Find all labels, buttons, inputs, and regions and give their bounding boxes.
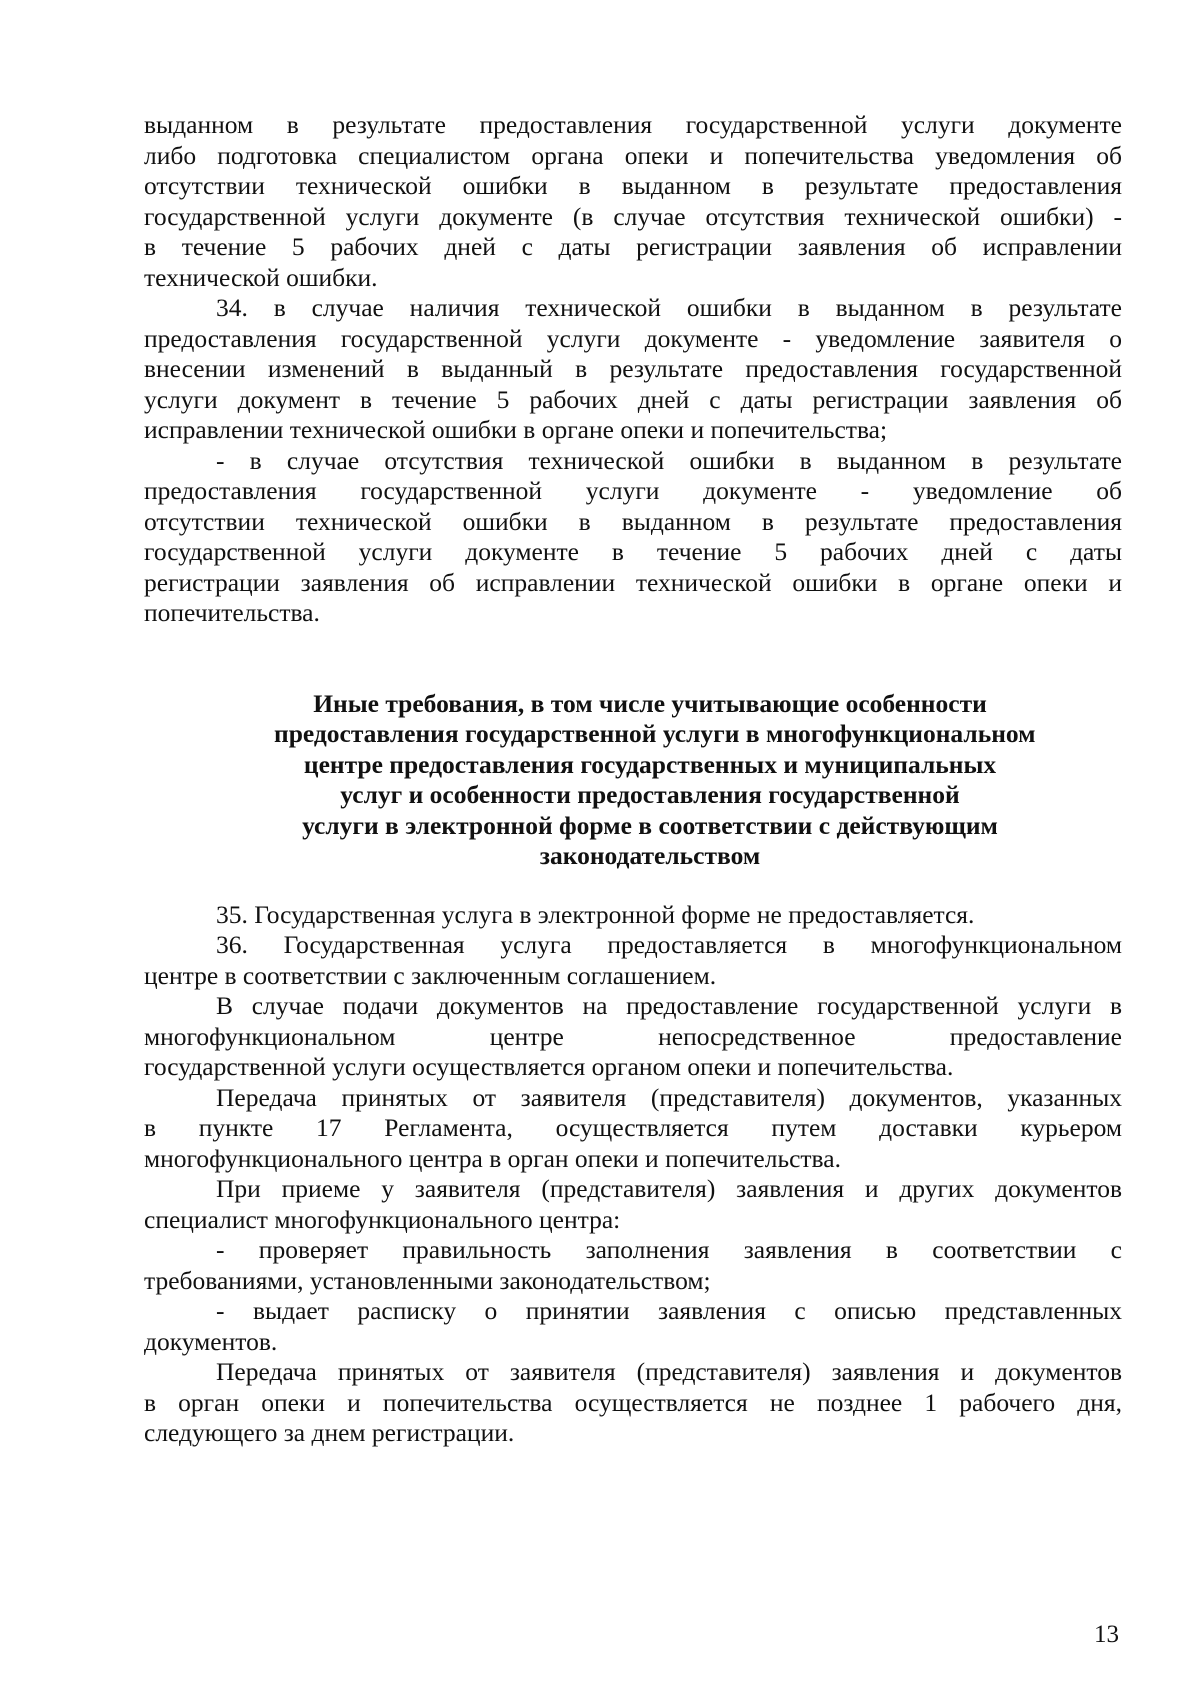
text-line: государственной услуги документе (в случае отсутствия технической ошибки) - [144,201,1122,231]
text-line: 35. Государственная услуга в электронной форме не предоставляется. [216,899,975,929]
text-line: следующего за днем регистрации. [144,1418,515,1447]
heading-line: услуги в электронной форме в соответствии с действующим [302,810,998,840]
text-line: документов. [144,1326,278,1356]
heading-line: предоставления государственной услуги в многофункциональном [274,719,1036,748]
text-line: государственной услуги документе в течение 5 рабочих дней с даты [144,537,1122,566]
text-line: технической ошибки. [144,262,378,292]
text-line: в орган опеки и попечительства осуществляется не позднее 1 рабочего дня, [144,1387,1122,1417]
text-line: Передача принятых от заявителя (представителя) заявления и документов [216,1357,1122,1386]
document-page [144,110,1122,1449]
text-line: - проверяет правильность заполнения заявления в соответствии с [216,1235,1122,1264]
text-line: отсутствии технической ошибки в выданном в результате предоставления [144,171,1122,200]
text-line: специалист многофункционального центра: [144,1204,621,1234]
text-line: многофункционального центра в орган опеки и попечительства. [144,1143,841,1173]
section-heading [144,689,1122,872]
page-number: 13 [1094,1621,1119,1648]
text-line: государственной услуги осуществляется органом опеки и попечительства. [144,1052,954,1081]
heading-line: центре предоставления государственных и муниципальных [303,749,997,779]
paragraph-transfer-deadline [144,1357,1122,1449]
heading-line: законодательством [539,841,761,870]
paragraph-35 [144,900,1122,931]
text-line: - выдает расписку о принятии заявления с описью представленных [216,1296,1122,1325]
text-line: отсутствии технической ошибки в выданном в результате предоставления [144,506,1122,536]
heading-line: услуг и особенности предоставления государственной [340,780,960,809]
paragraph-submission-case [144,991,1122,1083]
paragraph-reception [144,1174,1122,1235]
text-line: При приеме у заявителя (представителя) заявления и других документов [216,1174,1122,1203]
bullet-check-application [144,1235,1122,1296]
text-line: внесении изменений в выданный в результате предоставления государственной [144,354,1122,383]
paragraph-36 [144,930,1122,991]
text-line: выданном в результате предоставления государственной услуги документе [144,110,1122,139]
text-line: попечительства. [144,598,320,627]
text-line: предоставления государственной услуги документе - уведомление об [144,476,1122,505]
text-line: в течение 5 рабочих дней с даты регистрации заявления об исправлении [144,232,1122,261]
text-line: центре в соответствии с заключенным соглашением. [144,960,717,990]
paragraph-34 [144,293,1122,446]
text-line: 36. Государственная услуга предоставляется в многофункциональном [216,930,1122,959]
text-line: предоставления государственной услуги документе - уведомление заявителя о [144,323,1122,353]
text-line: в пункте 17 Регламента, осуществляется путем доставки курьером [144,1113,1122,1142]
text-line: услуги документ в течение 5 рабочих дней с даты регистрации заявления об [144,384,1122,414]
heading-line: Иные требования, в том числе учитывающие особенности [313,688,987,718]
text-line: многофункциональном центре непосредственное предоставление [144,1021,1122,1051]
bullet-issue-receipt [144,1296,1122,1357]
paragraph-34-dash [144,446,1122,629]
text-line: Передача принятых от заявителя (представителя) документов, указанных [216,1082,1122,1112]
text-line: 34. в случае наличия технической ошибки в выданном в результате [216,293,1122,322]
text-line: исправлении технической ошибки в органе опеки и попечительства; [144,415,888,444]
paragraph-continuation [144,110,1122,293]
text-line: - в случае отсутствия технической ошибки в выданном в результате [216,445,1122,475]
text-line: В случае подачи документов на предоставление государственной услуги в [216,991,1122,1020]
text-line: регистрации заявления об исправлении технической ошибки в органе опеки и [144,567,1122,597]
paragraph-document-transfer [144,1083,1122,1175]
text-line: либо подготовка специалистом органа опеки и попечительства уведомления об [144,140,1122,170]
text-line: требованиями, установленными законодательством; [144,1265,711,1295]
